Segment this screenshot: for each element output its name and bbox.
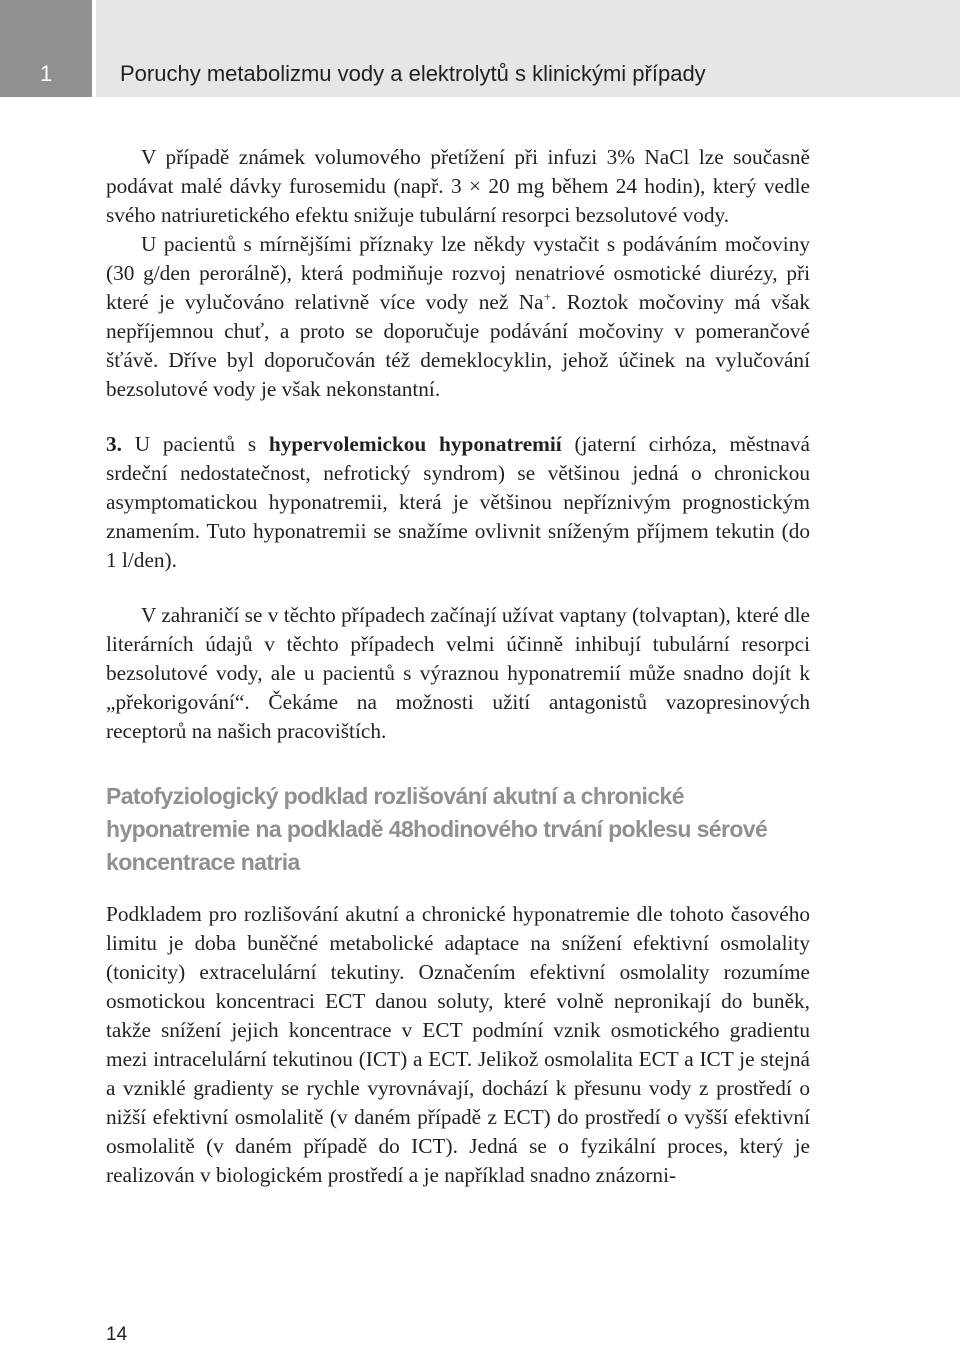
chapter-number-box xyxy=(0,0,92,97)
page-number: 14 xyxy=(106,1324,128,1345)
list-item-3 xyxy=(106,430,810,575)
list-item-3-bold-term: hypervolemickou hyponatremií xyxy=(268,432,562,456)
page-body xyxy=(106,143,810,1190)
paragraph-furosemide: V případě známek volumového přetížení při infuzi 3% NaCl lze současně podávat malé dávky furosemidu (např. 3 × 20 mg během 24 hodin), který vedle svého natriuretického efektu snižuje tubulární resorpci bezsolutové vody. xyxy=(106,145,810,227)
paragraph-urea-text-b: . Roztok močoviny má však nepříjemnou chuť, a proto se doporučuje podávání močoviny v pomerančové šťávě. Dříve byl doporučován též demeklocyklin, jehož účinek na vylučování bezsolutové vody je však nekonstantní. xyxy=(106,290,810,401)
chapter-title: Poruchy metabolizmu vody a elektrolytů s klinickými případy xyxy=(120,61,706,86)
section-body-paragraph: Podkladem pro rozlišování akutní a chronické hyponatremie dle tohoto časového limitu je doba buněčné metabolické adaptace na snížení efektivní osmolality (tonicity) extracelulární tekutiny. Označením efektivní osmolality rozumíme osmotickou koncentraci ECT danou soluty, které volně nepronikají do buněk, takže snížení jejich koncentrace v ECT podmíní vznik osmotického gradientu mezi intracelulární tekutinou (ICT) a ECT. Jelikož osmolalita ECT a ICT je stejná a vzniklé gradienty se rychle vyrovnávají, dochází k přesunu vody z prostředí o nižší efektivní osmolalitě (v daném případě z ECT) do prostředí o vyšší efektivní osmolalitě (v daném případě do ICT). Jedná se o fyzikální proces, který je realizován v biologickém prostředí a je například snadno znázorni- xyxy=(106,902,810,1187)
list-item-3-text-b: (jaterní cirhóza, městnavá srdeční nedostatečnost, nefrotický syndrom) se většinou jedná o chronickou asymptomatickou hyponatremii, která je většinou nepříznivým prognostickým znamením. Tuto hyponatremii se snažíme ovlivnit sníženým příjmem tekutin (do 1 l/den). xyxy=(106,432,810,572)
sodium-charge-superscript: + xyxy=(543,288,551,304)
list-item-number: 3. xyxy=(106,432,122,456)
chapter-number: 1 xyxy=(40,61,53,86)
paragraph-vaptans: V zahraničí se v těchto případech začínají užívat vaptany (tolvaptan), které dle literárních údajů v těchto případech velmi účinně inhibují tubulární resorpci bezsolutové vody, ale u pacientů s výraznou hyponatremií může snadno dojít k „překorigování“. Čekáme na možnosti užití antagonistů vazopresinových receptorů na našich pracovištích. xyxy=(106,603,810,743)
list-item-3-text-a: U pacientů s xyxy=(134,432,257,456)
chapter-header-bar xyxy=(96,0,960,97)
section-heading: Patofyziologický podklad rozlišování akutní a chronické hyponatremie na podkladě 48hodinového trvání poklesu sérové koncentrace natria xyxy=(106,783,768,875)
paragraph-urea-text-a: U pacientů s mírnějšími příznaky lze někdy vystačit s podáváním močoviny (30 g/den perorálně), která podmiňuje rozvoj nenatriové osmotické diurézy, při které je vylučováno relativně více vody než Na xyxy=(106,232,810,314)
paragraph-urea xyxy=(106,230,810,404)
